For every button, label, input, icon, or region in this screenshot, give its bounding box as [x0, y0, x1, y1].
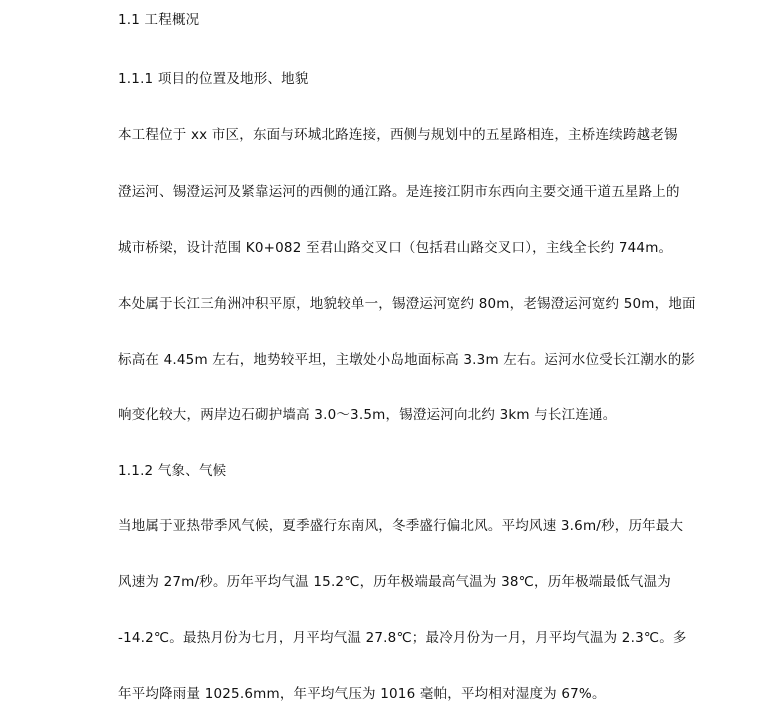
paragraph-line: 本处属于长江三角洲冲积平原，地貌较单一，锡澄运河宽约 80m，老锡澄运河宽约 50m，地面 — [118, 296, 696, 312]
paragraph-line: 澄运河、锡澄运河及紧靠运河的西侧的通江路。是连接江阴市东西向主要交通干道五星路上的 — [118, 184, 680, 200]
paragraph-line: 本工程位于 xx 市区，东面与环城北路连接，西侧与规划中的五星路相连，主桥连续跨越老锡 — [118, 127, 678, 143]
section-title: 1.1 工程概况 — [118, 12, 200, 28]
paragraph-line: 风速为 27m/秒。历年平均气温 15.2℃，历年极端最高气温为 38℃，历年极端最低气温为 — [118, 574, 672, 590]
subsection-heading-location: 1.1.1 项目的位置及地形、地貌 — [118, 71, 309, 87]
paragraph-line: 城市桥梁，设计范围 K0+082 至君山路交叉口（包括君山路交叉口），主线全长约 744m。 — [118, 240, 673, 256]
paragraph-line: -14.2℃。最热月份为七月，月平均气温 27.8℃；最冷月份为一月，月平均气温为 2.3℃。多 — [118, 630, 687, 646]
subsection-heading-climate: 1.1.2 气象、气候 — [118, 463, 227, 479]
paragraph-line: 当地属于亚热带季风气候，夏季盛行东南风，冬季盛行偏北风。平均风速 3.6m/秒，历年最大 — [118, 518, 684, 534]
paragraph-line: 标高在 4.45m 左右，地势较平坦，主墩处小岛地面标高 3.3m 左右。运河水位受长江潮水的影 — [118, 352, 696, 368]
paragraph-line: 响变化较大，两岸边石砌护墙高 3.0～3.5m，锡澄运河向北约 3km 与长江连通。 — [118, 407, 617, 423]
paragraph-line: 年平均降雨量 1025.6mm，年平均气压为 1016 毫帕，平均相对湿度为 67%。 — [118, 686, 606, 702]
